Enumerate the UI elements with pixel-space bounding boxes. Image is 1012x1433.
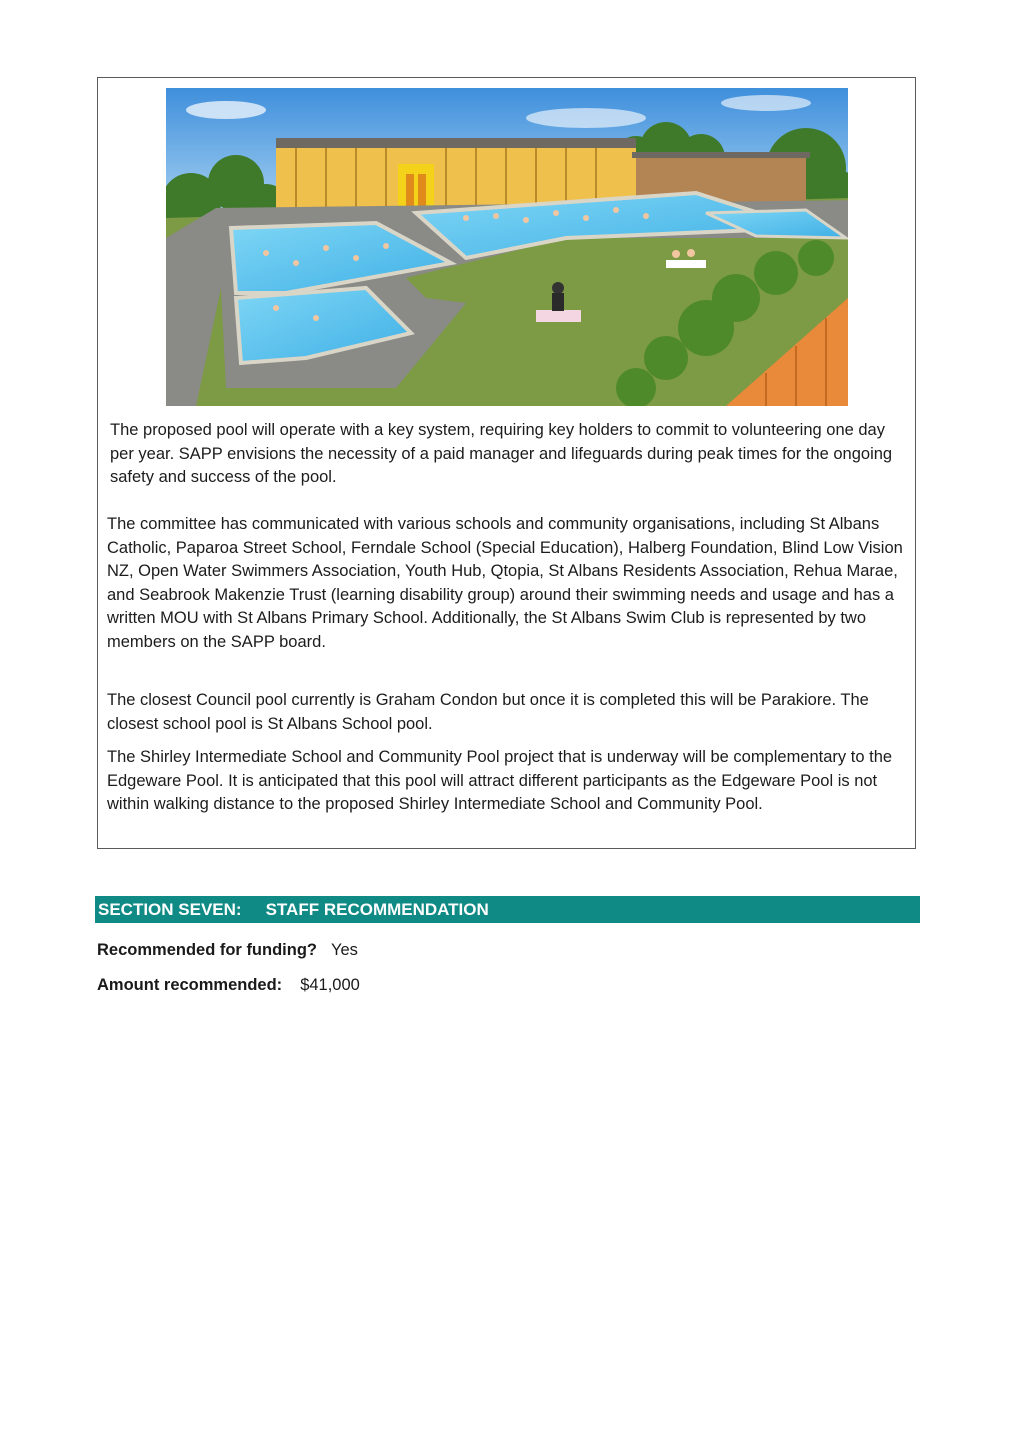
section-title: STAFF RECOMMENDATION — [265, 900, 489, 919]
paragraph-shirley-pool: The Shirley Intermediate School and Community Pool project that is underway will be complementary to the Edgeware Pool. It is anticipated that this pool will attract different participants as the Edgeware Pool is not within walking distance to the proposed Shirley Intermediate School and Community Pool. — [107, 748, 893, 813]
application-frame — [97, 77, 916, 849]
pool-rendering-illustration — [166, 88, 848, 406]
amount-value: $41,000 — [300, 976, 360, 994]
paragraph-key-system: The proposed pool will operate with a key system, requiring key holders to commit to volunteering one day per year. SAPP envisions the necessity of a paid manager and lifeguards during peak times for the ongoing safety and success of the pool. — [110, 421, 893, 486]
section-number: SECTION SEVEN: — [98, 900, 242, 919]
amount-label: Amount recommended: — [97, 976, 283, 994]
paragraph-closest-pools: The closest Council pool currently is Graham Condon but once it is completed this will be Parakiore. The closest school pool is St Albans School pool. — [107, 691, 869, 733]
paragraph-community-consultation: The committee has communicated with various schools and community organisations, including St Albans Catholic, Paparoa Street School, Ferndale School (Special Education), Halberg Foundation, Blind Low Vision NZ, Open Water Swimmers Association, Youth Hub, Qtopia, St Albans Residents Association, Rehua Marae, and Seabrook Makenzie Trust (learning disability group) around their swimming needs and usage and has a written MOU with St Albans Primary School. Additionally, the St Albans Swim Club is represented by two members on the SAPP board. — [107, 515, 903, 651]
amount-recommended-row — [97, 975, 360, 995]
section-heading-bar — [95, 896, 920, 923]
funding-value: Yes — [331, 941, 358, 959]
funding-label: Recommended for funding? — [97, 941, 317, 959]
funding-recommendation-row — [97, 940, 358, 960]
